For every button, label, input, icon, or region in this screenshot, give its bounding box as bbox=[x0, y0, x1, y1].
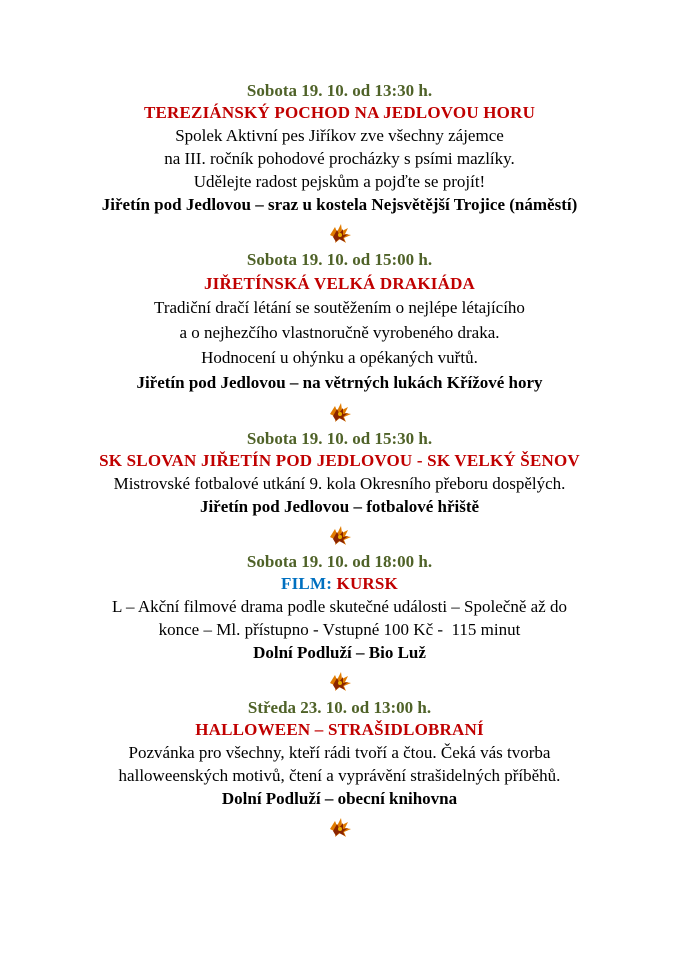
event-title-prefix: FILM: bbox=[281, 574, 333, 593]
event-3 bbox=[0, 428, 679, 519]
event-place: Jiřetín pod Jedlovou – sraz u kostela Nejsvětější Trojice (náměstí) bbox=[101, 195, 578, 214]
events-document bbox=[0, 80, 679, 843]
event-place: Jiřetín pod Jedlovou – na větrných lukách Křížové hory bbox=[136, 373, 543, 392]
event-2 bbox=[0, 249, 679, 396]
event-description-line: na III. ročník pohodové procházky s psími mazlíky. bbox=[164, 149, 515, 168]
event-description-line: a o nejhezčího vlastnoručně vyrobeného draka. bbox=[179, 323, 500, 342]
event-date: Sobota 19. 10. od 15:30 h. bbox=[246, 429, 433, 448]
event-description-line: Spolek Aktivní pes Jiříkov zve všechny zájemce bbox=[175, 126, 504, 145]
event-title: JIŘETÍNSKÁ VELKÁ DRAKIÁDA bbox=[203, 274, 476, 293]
autumn-leaves-icon bbox=[327, 669, 353, 693]
event-4 bbox=[0, 551, 679, 665]
event-description-line: Pozvánka pro všechny, kteří rádi tvoří a čtou. Čeká vás tvorba bbox=[128, 743, 551, 762]
event-date: Středa 23. 10. od 13:00 h. bbox=[247, 698, 432, 717]
event-1 bbox=[0, 80, 679, 217]
event-description-line: L – Akční filmové drama podle skutečné události – Společně až do bbox=[112, 597, 567, 616]
event-title-text: KURSK bbox=[336, 574, 398, 593]
event-description-line: Tradiční dračí létání se soutěžením o nejlépe létajícího bbox=[154, 298, 525, 317]
event-description-line: Udělejte radost pejskům a pojďte se projít! bbox=[193, 172, 486, 191]
event-place: Dolní Podluží – Bio Luž bbox=[253, 643, 426, 662]
event-description-line: Mistrovské fotbalové utkání 9. kola Okresního přeboru dospělých. bbox=[113, 474, 566, 493]
event-5 bbox=[0, 697, 679, 811]
event-description-line: konce – Ml. přístupno - Vstupné 100 Kč - 115 minut bbox=[158, 620, 521, 639]
autumn-leaves-icon bbox=[327, 221, 353, 245]
event-date: Sobota 19. 10. od 15:00 h. bbox=[246, 250, 433, 269]
event-title bbox=[0, 573, 679, 595]
event-description-line: Hodnocení u ohýnku a opékaných vuřtů. bbox=[201, 348, 478, 367]
autumn-leaves-icon bbox=[327, 815, 353, 839]
event-date: Sobota 19. 10. od 18:00 h. bbox=[246, 552, 433, 571]
event-place: Jiřetín pod Jedlovou – fotbalové hřiště bbox=[199, 497, 480, 516]
event-title: TEREZIÁNSKÝ POCHOD NA JEDLOVOU HORU bbox=[143, 103, 536, 122]
event-place: Dolní Podluží – obecní knihovna bbox=[221, 789, 458, 808]
autumn-leaves-icon bbox=[327, 400, 353, 424]
event-description-line: halloweenských motivů, čtení a vyprávění strašidelných příběhů. bbox=[118, 766, 561, 785]
event-date: Sobota 19. 10. od 13:30 h. bbox=[246, 81, 433, 100]
autumn-leaves-icon bbox=[327, 523, 353, 547]
event-title: HALLOWEEN – STRAŠIDLOBRANÍ bbox=[195, 720, 484, 739]
event-title: SK SLOVAN JIŘETÍN POD JEDLOVOU - SK VELKÝ ŠENOV bbox=[99, 451, 580, 470]
